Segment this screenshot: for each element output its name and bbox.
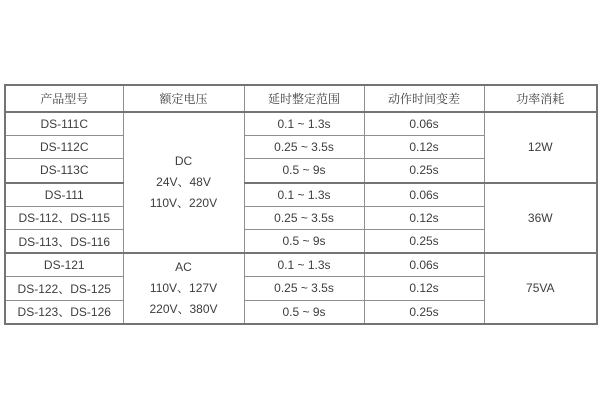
header-rated-voltage: 额定电压 — [123, 85, 244, 112]
table-row — [5, 112, 597, 136]
delay-cell: 0.25 ~ 3.5s — [244, 136, 364, 159]
delay-cell: 0.25 ~ 3.5s — [244, 277, 364, 300]
delay-cell: 0.5 ~ 9s — [244, 159, 364, 183]
variance-cell: 0.12s — [364, 206, 484, 229]
model-cell: DS-121 — [5, 253, 123, 277]
variance-cell: 0.06s — [364, 183, 484, 207]
table-row — [5, 183, 597, 207]
delay-cell: 0.5 ~ 9s — [244, 300, 364, 324]
model-cell: DS-123、DS-126 — [5, 300, 123, 324]
header-power-consumption: 功率消耗 — [484, 85, 597, 112]
voltage-line: 110V、220V — [149, 196, 218, 211]
model-cell: DS-112C — [5, 136, 123, 159]
header-row — [5, 85, 597, 112]
model-cell: DS-113、DS-116 — [5, 229, 123, 253]
model-cell: DS-113C — [5, 159, 123, 183]
power-cell: 75VA — [484, 253, 597, 324]
delay-cell: 0.1 ~ 1.3s — [244, 183, 364, 207]
voltage-line: DC — [174, 154, 193, 169]
header-product-model: 产品型号 — [5, 85, 123, 112]
table-row — [5, 253, 597, 277]
power-cell: 36W — [484, 183, 597, 254]
variance-cell: 0.06s — [364, 112, 484, 136]
model-cell: DS-111 — [5, 183, 123, 207]
header-delay-setting-range: 延时整定范围 — [244, 85, 364, 112]
header-action-time-variance: 动作时间变差 — [364, 85, 484, 112]
variance-cell: 0.12s — [364, 136, 484, 159]
variance-cell: 0.25s — [364, 159, 484, 183]
variance-cell: 0.25s — [364, 300, 484, 324]
delay-cell: 0.5 ~ 9s — [244, 229, 364, 253]
delay-cell: 0.1 ~ 1.3s — [244, 253, 364, 277]
power-cell: 12W — [484, 112, 597, 183]
relay-spec-table — [4, 84, 598, 325]
model-cell: DS-122、DS-125 — [5, 277, 123, 300]
model-cell: DS-111C — [5, 112, 123, 136]
voltage-cell-dc — [123, 112, 244, 253]
model-cell: DS-112、DS-115 — [5, 206, 123, 229]
voltage-line: 220V、380V — [149, 301, 218, 316]
variance-cell: 0.25s — [364, 229, 484, 253]
voltage-line: 110V、127V — [149, 280, 218, 295]
variance-cell: 0.06s — [364, 253, 484, 277]
delay-cell: 0.1 ~ 1.3s — [244, 112, 364, 136]
voltage-cell-ac — [123, 253, 244, 324]
voltage-line: 24V、48V — [156, 175, 211, 190]
voltage-line: AC — [175, 259, 192, 274]
delay-cell: 0.25 ~ 3.5s — [244, 206, 364, 229]
variance-cell: 0.12s — [364, 277, 484, 300]
